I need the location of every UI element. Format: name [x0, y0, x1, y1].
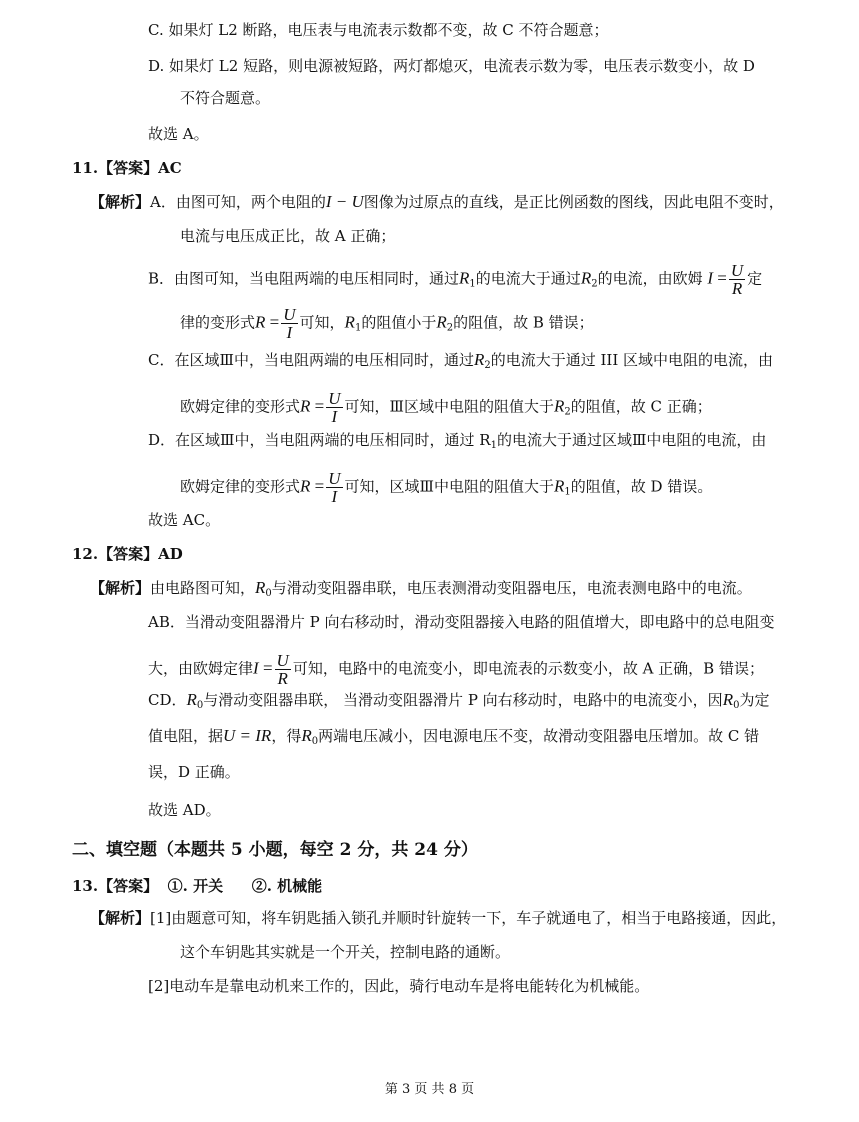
- sym-r: R: [554, 396, 565, 416]
- q13-analysis-tag: 【解析】: [90, 909, 151, 927]
- q13-answer-line: [72, 876, 322, 896]
- fraction-u-over-i: [281, 306, 297, 341]
- q11-analysis-b-line2: [180, 306, 594, 341]
- frac-num: U: [283, 305, 296, 324]
- sym-r: R: [436, 312, 447, 332]
- sub-0: 0: [733, 700, 740, 711]
- q11-iu-math: I − U: [325, 192, 364, 211]
- eq-sign: =: [314, 396, 325, 416]
- sym-r: R: [473, 350, 485, 369]
- q11-a1-pre: A．由图可知，两个电阻的: [150, 193, 326, 211]
- sym-r: R: [255, 578, 266, 597]
- sub-0: 0: [265, 588, 272, 599]
- fraction-u-over-r: [275, 652, 291, 687]
- q12-ab2-post: 可知，电路中的电流变小，即电流表的示数变小，故 A 正确，B 错误；: [292, 659, 764, 678]
- ohm-formula: [253, 659, 273, 678]
- sub-0: 0: [196, 700, 204, 711]
- q12-l1-post: 与滑动变阻器串联，电压表测滑动变阻器电压，电流表测电路中的电流。: [271, 579, 752, 597]
- q11-d2-post: 的阻值，故 D 错误。: [570, 477, 713, 496]
- sym-r: R: [301, 726, 312, 745]
- sub-2: 2: [484, 360, 491, 371]
- q12-ab-line1: AB．当滑动变阻器滑片 P 向右移动时，滑动变阻器接入电路的阻值增大，即电路中的总电阻变: [148, 613, 775, 631]
- q13-number: 13.: [72, 877, 99, 895]
- q11-analysis-c-line2: [180, 390, 712, 425]
- q12-cd1-mid: 与滑动变阻器串联， 当滑动变阻器滑片 P 向右移动时，电路中的电流变小，因: [203, 691, 723, 709]
- resistance-formula: [300, 477, 324, 496]
- q12-ab2-pre: 大，由欧姆定律: [148, 659, 254, 678]
- q11-b1-pre: B．由图可知，当电阻两端的电压相同时，通过: [148, 269, 460, 288]
- q11-analysis-b-line1: [148, 262, 762, 297]
- eq-sign: =: [269, 312, 280, 332]
- eq-sign: =: [717, 268, 727, 288]
- q10-conclusion: 故选 A。: [148, 125, 209, 143]
- q11-d2-pre: 欧姆定律的变形式: [180, 477, 301, 496]
- frac-den: I: [331, 407, 338, 426]
- sub-1: 1: [490, 440, 497, 451]
- q11-number: 11.: [72, 159, 99, 177]
- sym-r: R: [300, 396, 311, 416]
- sub-1: 1: [564, 486, 571, 498]
- frac-num: U: [276, 651, 289, 670]
- q12-answer-tag: 【答案】: [98, 545, 159, 563]
- sub-1: 1: [469, 278, 476, 290]
- q12-conclusion: 故选 AD。: [148, 801, 221, 819]
- q11-d1-pre: D．在区域Ⅲ中，当电阻两端的电压相同时，通过 R: [148, 431, 491, 449]
- sub-2: 2: [564, 406, 571, 418]
- frac-den: R: [731, 279, 743, 298]
- q12-answer: AD: [158, 545, 183, 563]
- q11-analysis-d-line1: [148, 430, 766, 456]
- q12-cd-line2: [148, 726, 759, 752]
- q12-cd-line3: 误，D 正确。: [148, 763, 240, 781]
- sym-r: R: [580, 268, 592, 288]
- q12-cd-line1: [148, 690, 769, 716]
- q11-b2-pre: 律的变形式: [180, 313, 256, 332]
- eq-sign: =: [262, 658, 273, 678]
- q13-analysis-line3: [2]电动车是靠电动机来工作的，因此，骑行电动车是将电能转化为机械能。: [148, 977, 650, 995]
- q11-analysis-c-line1: [148, 350, 773, 376]
- frac-den: I: [331, 487, 338, 506]
- q12-cd2-pre: 值电阻，据: [148, 727, 224, 745]
- sym-r: R: [300, 476, 311, 496]
- q12-cd1-pre: CD．: [148, 691, 187, 709]
- q12-cd2-mid: ，得: [271, 727, 302, 745]
- q11-analysis-a-line2: 电流与电压成正比，故 A 正确；: [180, 227, 396, 245]
- sym-r: R: [255, 312, 266, 332]
- frac-den: R: [277, 669, 288, 688]
- q11-answer-line: [72, 158, 182, 178]
- q11-c1-pre: C．在区域Ⅲ中，当电阻两端的电压相同时，通过: [148, 351, 474, 369]
- q11-b2-mid2: 的阻值小于: [361, 313, 437, 332]
- q11-c1-post: 的电流大于通过 III 区域中电阻的电流，由: [490, 351, 774, 369]
- q13-analysis-line1: [90, 908, 786, 928]
- q11-conclusion: 故选 AC。: [148, 511, 221, 529]
- resistance-formula: [300, 397, 324, 416]
- q11-c2-mid: 可知，Ⅲ区域中电阻的阻值大于: [344, 397, 554, 416]
- fraction-u-over-i: [326, 390, 342, 425]
- q12-cd2-post: 两端电压减小，因电源电压不变，故滑动变阻器电压增加。故 C 错: [318, 727, 760, 745]
- q13-answer-1: ①. 开关: [167, 877, 224, 895]
- q11-b2-post: 的阻值，故 B 错误；: [453, 313, 594, 332]
- q10-option-d-line2: 不符合题意。: [180, 89, 271, 107]
- q12-answer-line: [72, 544, 183, 564]
- q13-p1-line1: [1]由题意可知，将车钥匙插入锁孔并顺时针旋转一下，车子就通电了，相当于电路接通，因此，: [150, 909, 787, 927]
- q11-answer-tag: 【答案】: [98, 159, 159, 177]
- sym-r: R: [722, 690, 734, 709]
- q11-d2-mid: 可知，区域Ⅲ中电阻的阻值大于: [344, 477, 554, 496]
- ohm-formula: [707, 269, 727, 288]
- q13-answer-2: ②. 机械能: [251, 877, 323, 895]
- sym-r: R: [459, 268, 470, 288]
- frac-den: I: [286, 323, 293, 342]
- q11-answer: AC: [158, 159, 182, 177]
- q11-a1-post: 图像为过原点的直线，是正比例函数的图线，因此电阻不变时，: [363, 193, 784, 211]
- frac-num: U: [730, 261, 744, 280]
- q12-ab-line2: [148, 652, 764, 687]
- q11-b1-post: 的电流，由欧姆: [597, 269, 703, 288]
- q11-c2-post: 的阻值，故 C 正确；: [570, 397, 712, 416]
- frac-num: U: [328, 469, 341, 488]
- q12-l1-pre: 由电路图可知，: [150, 579, 256, 597]
- sub-2: 2: [446, 322, 454, 334]
- eq-sign: =: [314, 476, 325, 496]
- q10-option-c: C. 如果灯 L2 断路，电压表与电流表示数都不变，故 C 不符合题意；: [148, 21, 609, 39]
- resistance-formula: [255, 313, 279, 332]
- q11-c2-pre: 欧姆定律的变形式: [180, 397, 301, 416]
- q11-b1-mid: 的电流大于通过: [475, 269, 581, 288]
- sym-r: R: [344, 312, 355, 332]
- fraction-u-over-i: [326, 470, 342, 505]
- sub-1: 1: [354, 322, 362, 334]
- sym-i: I: [253, 658, 259, 678]
- sub-0: 0: [311, 736, 319, 747]
- q11-analysis-a-line1: [90, 192, 784, 212]
- q10-option-d-line1: D. 如果灯 L2 短路，则电源被短路，两灯都熄灭，电流表示数为零，电压表示数变小，故 D: [148, 57, 755, 75]
- q13-analysis-line2: 这个车钥匙其实就是一个开关，控制电路的通断。: [180, 943, 511, 961]
- q12-number: 12.: [72, 545, 99, 563]
- q13-answer-tag: 【答案】: [98, 877, 159, 895]
- sym-r: R: [186, 690, 197, 709]
- q11-d1-post: 的电流大于通过区域Ⅲ中电阻的电流，由: [496, 431, 767, 449]
- q11-b1-end: 定: [747, 269, 763, 288]
- section-heading: 二、填空题（本题共 5 小题，每空 2 分，共 24 分）: [72, 840, 478, 860]
- fraction-u-over-r: [729, 262, 745, 297]
- sub-2: 2: [591, 278, 598, 290]
- q12-cd1-post: 为定: [739, 691, 770, 709]
- q11-analysis-tag: 【解析】: [90, 193, 151, 211]
- page-footer: 第 3 页 共 8 页: [384, 1082, 475, 1097]
- uir-formula: U = IR: [223, 726, 272, 745]
- frac-num: U: [328, 389, 341, 408]
- q12-analysis-tag: 【解析】: [90, 579, 151, 597]
- q11-analysis-d-line2: [180, 470, 712, 505]
- q11-b2-mid: 可知，: [299, 313, 345, 332]
- sym-i: I: [707, 268, 714, 288]
- sym-r: R: [554, 476, 565, 496]
- q12-analysis-line1: [90, 578, 752, 604]
